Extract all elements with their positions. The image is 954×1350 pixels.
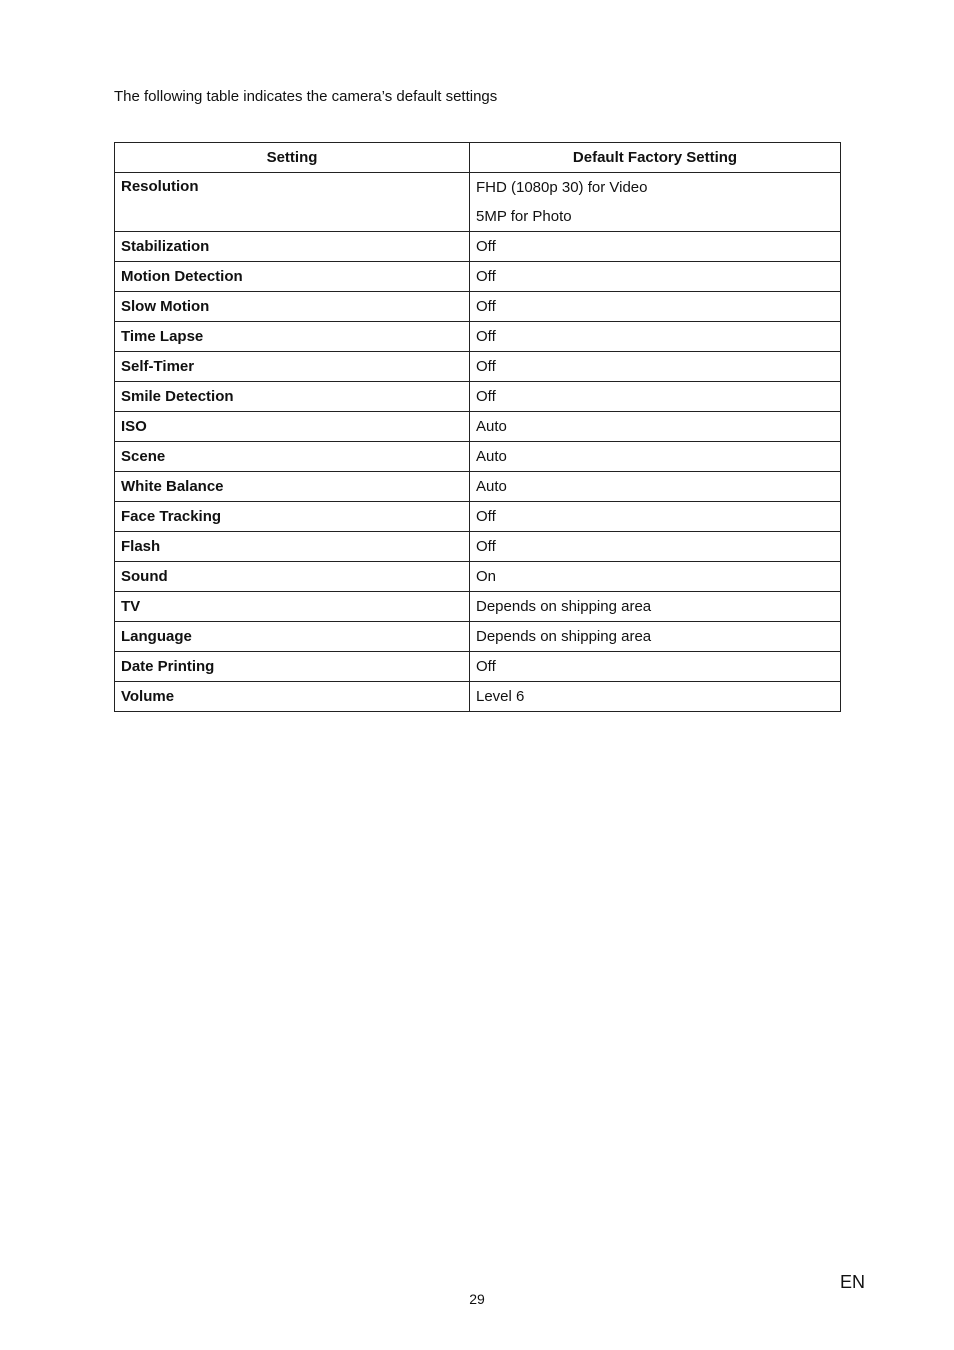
setting-value: Off: [470, 232, 841, 262]
setting-value: Off: [470, 382, 841, 412]
language-marker: EN: [840, 1272, 866, 1292]
table-row: [115, 472, 841, 502]
setting-value: Off: [470, 292, 841, 322]
table-row: [115, 292, 841, 322]
setting-name: Smile Detection: [115, 382, 470, 412]
setting-value: Auto: [470, 472, 841, 502]
setting-value: [470, 173, 841, 232]
setting-name: Date Printing: [115, 652, 470, 682]
setting-name: Face Tracking: [115, 502, 470, 532]
setting-value: On: [470, 562, 841, 592]
intro-text: The following table indicates the camera’s default settings: [114, 88, 498, 105]
table-row: [115, 592, 841, 622]
setting-name: Stabilization: [115, 232, 470, 262]
table-row: [115, 652, 841, 682]
table-row: [115, 682, 841, 712]
setting-value-line: FHD (1080p 30) for Video: [476, 179, 648, 196]
setting-name: Self-Timer: [115, 352, 470, 382]
setting-value: Off: [470, 652, 841, 682]
setting-name: Scene: [115, 442, 470, 472]
setting-name: Language: [115, 622, 470, 652]
table-row: [115, 232, 841, 262]
table-row: [115, 622, 841, 652]
setting-value: Off: [470, 322, 841, 352]
table-row: [115, 532, 841, 562]
setting-value: Level 6: [470, 682, 841, 712]
table-row: [115, 262, 841, 292]
setting-name: Sound: [115, 562, 470, 592]
setting-name: Motion Detection: [115, 262, 470, 292]
setting-value: Depends on shipping area: [470, 592, 841, 622]
table-row: [115, 382, 841, 412]
setting-value-line: 5MP for Photo: [476, 208, 572, 225]
table-row: [115, 173, 841, 232]
setting-value: Depends on shipping area: [470, 622, 841, 652]
table-row: [115, 322, 841, 352]
setting-name: White Balance: [115, 472, 470, 502]
setting-value: Off: [470, 352, 841, 382]
table-row: [115, 442, 841, 472]
setting-name: Time Lapse: [115, 322, 470, 352]
setting-name: Slow Motion: [115, 292, 470, 322]
table-row: [115, 352, 841, 382]
setting-value: Off: [470, 502, 841, 532]
table-row: [115, 562, 841, 592]
table-header-row: [115, 143, 841, 173]
setting-value: Off: [470, 532, 841, 562]
setting-name: Volume: [115, 682, 470, 712]
header-setting: Setting: [115, 143, 470, 173]
setting-name: ISO: [115, 412, 470, 442]
setting-name: Resolution: [115, 173, 470, 232]
setting-value: Auto: [470, 442, 841, 472]
setting-value: Auto: [470, 412, 841, 442]
setting-value: Off: [470, 262, 841, 292]
setting-name: Flash: [115, 532, 470, 562]
table-row: [115, 412, 841, 442]
default-settings-table: [114, 142, 841, 712]
table-row: [115, 502, 841, 532]
page-number: 29: [469, 1291, 485, 1307]
header-default-factory-setting: Default Factory Setting: [470, 143, 841, 173]
setting-name: TV: [115, 592, 470, 622]
